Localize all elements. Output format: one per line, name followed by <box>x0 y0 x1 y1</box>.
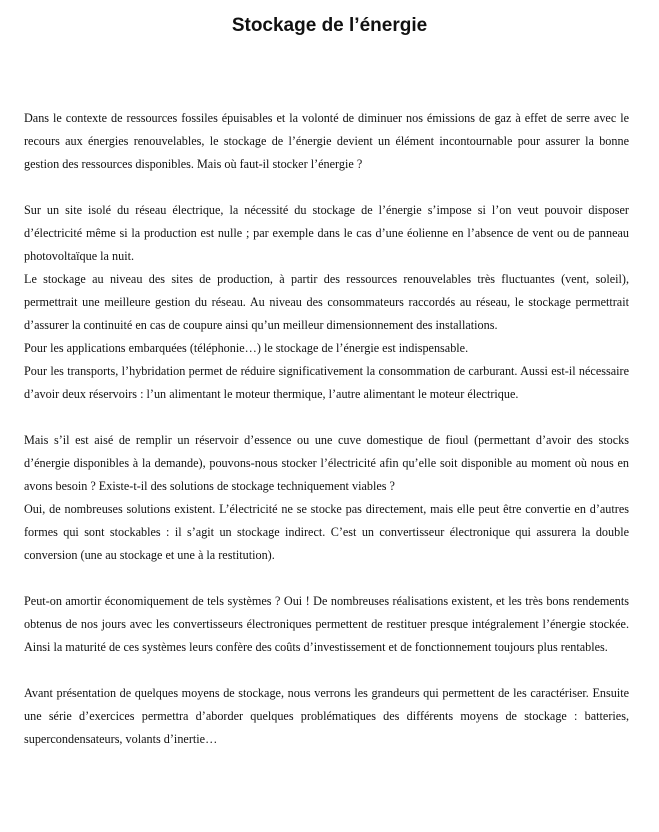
paragraph-economics: Peut-on amortir économiquement de tels systèmes ? Oui ! De nombreuses réalisations existent, et les très bons rendements obtenus de nos jours avec les convertisseurs électroniques permettent de restituer presque intégralement l’énergie stockée. Ainsi la maturité de ces systèmes leurs confère des coûts d’investissement et de fonctionnement toujours plus rentables. <box>24 594 629 654</box>
paragraph-isolated-site: Sur un site isolé du réseau électrique, la nécessité du stockage de l’énergie s’impose si l’on veut pouvoir disposer d’électricité même si la production est nulle ; par exemple dans le cas d’une éolienne en l’absence de vent ou de panneau photovoltaïque la nuit. <box>24 203 629 263</box>
paragraph-production-sites: Le stockage au niveau des sites de production, à partir des ressources renouvelables très fluctuantes (vent, soleil), permettrait une meilleure gestion du réseau. Au niveau des consommateurs raccordés au réseau, le stockage permettrait d’assurer la continuité en cas de coupure ainsi qu’un meilleur dimensionnement des installations. <box>24 272 629 332</box>
document-body <box>24 107 629 751</box>
paragraph-intro: Dans le contexte de ressources fossiles épuisables et la volonté de diminuer nos émissions de gaz à effet de serre avec le recours aux énergies renouvelables, le stockage de l’énergie devient un élément incontournable pour assurer la bonne gestion des ressources disponibles. Mais où faut-il stocker l’énergie ? <box>24 111 629 171</box>
paragraph-embedded-applications: Pour les applications embarquées (téléphonie…) le stockage de l’énergie est indispensable. <box>24 341 469 355</box>
paragraph-solutions: Oui, de nombreuses solutions existent. L’électricité ne se stocke pas directement, mais elle peut être convertie en d’autres formes qui sont stockables : il s’agit un stockage indirect. C’est un convertisseur électronique qui assurera la double conversion (une au stockage et une à la restitution). <box>24 502 629 562</box>
document-title: Stockage de l’énergie <box>231 15 428 36</box>
paragraph-transports: Pour les transports, l’hybridation permet de réduire significativement la consommation de carburant. Aussi est-il nécessaire d’avoir deux réservoirs : l’un alimentant le moteur thermique, l’autre alimentant le moteur électrique. <box>24 364 629 401</box>
paragraph-outline: Avant présentation de quelques moyens de stockage, nous verrons les grandeurs qui permettent de les caractériser. Ensuite une série d’exercices permettra d’aborder quelques problématiques des différents moyens de stockage : batteries, supercondensateurs, volants d’inertie… <box>24 686 629 746</box>
paragraph-question-storage: Mais s’il est aisé de remplir un réservoir d’essence ou une cuve domestique de fioul (permettant d’avoir des stocks d’énergie disponibles à la demande), pouvons-nous stocker l’électricité afin qu’elle soit disponible au moment où nous en avons besoin ? Existe-t-il des solutions de stockage techniquement viables ? <box>24 433 629 493</box>
